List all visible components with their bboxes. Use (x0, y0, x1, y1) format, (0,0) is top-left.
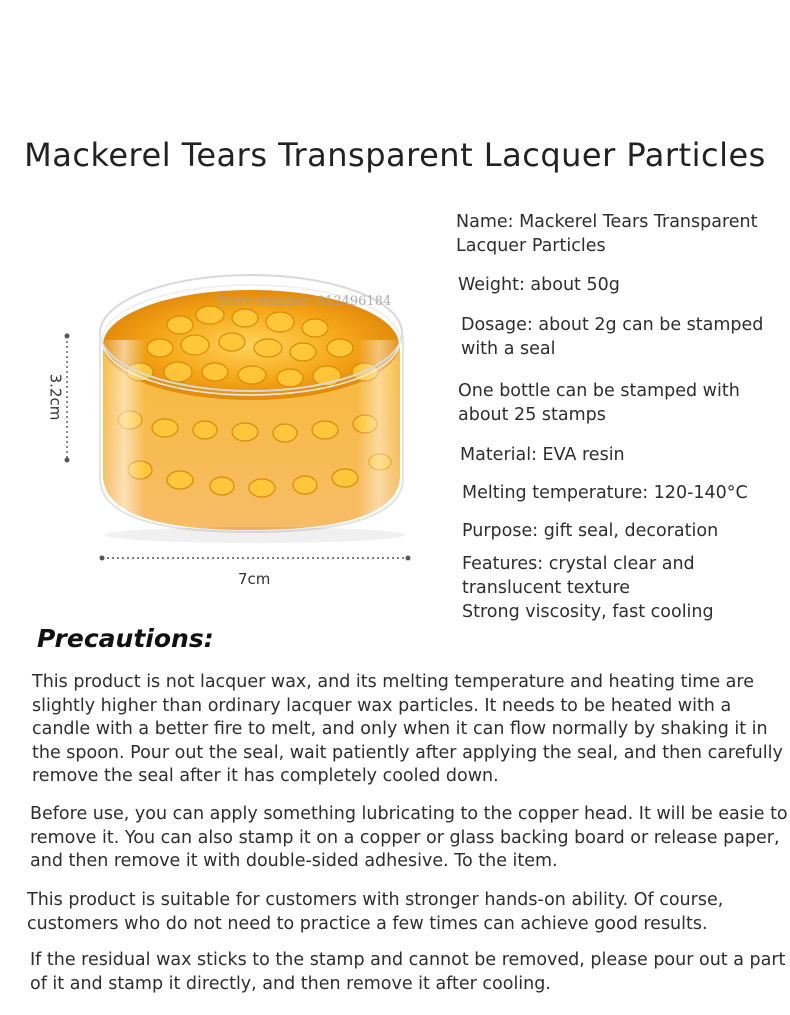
precaution-paragraph: If the residual wax sticks to the stamp and cannot be removed, please pour out a part of it and stamp it directly, and then remove it after cooling. (30, 950, 786, 994)
spec-dosage: Dosage: about 2g can be stamped with a seal (461, 315, 764, 359)
spec-features: Features: crystal clear and translucent texture Strong viscosity, fast cooling (462, 554, 714, 622)
page-title: Mackerel Tears Transparent Lacquer Particles (24, 136, 766, 175)
spec-material: Material: EVA resin (460, 445, 625, 465)
spec-name: Name: Mackerel Tears Transparent Lacquer Particles (456, 212, 758, 256)
spec-weight: Weight: about 50g (458, 275, 620, 295)
spec-melting-temperature: Melting temperature: 120-140°C (462, 483, 748, 503)
precaution-paragraph: This product is not lacquer wax, and its melting temperature and heating time are slightly higher than ordinary lacquer wax particles. It needs to be heated with a candle with a better fire to melt, and only when it can flow normally by shaking it in the spoon. Pour out the seal, wait patiently after applying the seal, and then carefully remove the seal after it has completely cooled down. (32, 672, 783, 786)
precaution-paragraph: This product is suitable for customers with stronger hands-on ability. Of course, customers who do not need to practice a few times can achieve good results. (27, 890, 724, 934)
store-watermark: Store number: 912496184 (217, 294, 392, 309)
spec-bottle-capacity: One bottle can be stamped with about 25 stamps (458, 381, 740, 425)
precaution-paragraph: Before use, you can apply something lubricating to the copper head. It will be easie to remove it. You can also stamp it on a copper or glass backing board or release paper, and then remove it with double-sided adhesive. To the item. (30, 804, 788, 871)
precautions-heading: Precautions: (37, 624, 214, 653)
spec-purpose: Purpose: gift seal, decoration (462, 521, 719, 541)
height-dimension-label: 3.2cm (46, 373, 65, 421)
width-dimension-label: 7cm (238, 570, 271, 588)
